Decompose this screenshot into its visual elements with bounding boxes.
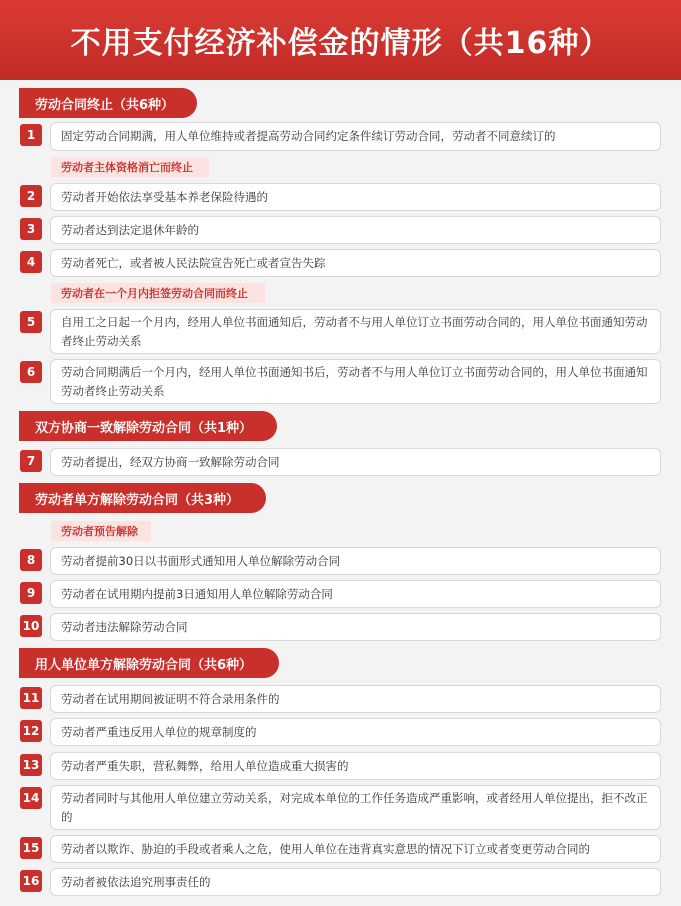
item-number: 14 bbox=[20, 787, 42, 809]
page-title: 不用支付经济补偿金的情形（共16种） bbox=[70, 26, 611, 61]
list-item: 劳动者被依法追究刑事责任的 bbox=[50, 868, 661, 896]
item-number: 8 bbox=[20, 549, 42, 571]
list-item: 劳动者在试用期间被证明不符合录用条件的 bbox=[50, 685, 661, 713]
subsection-label: 劳动者主体资格消亡而终止 bbox=[51, 157, 209, 177]
header-banner bbox=[0, 0, 681, 80]
item-number: 10 bbox=[20, 615, 42, 637]
item-number: 12 bbox=[20, 720, 42, 742]
list-item: 劳动者达到法定退休年龄的 bbox=[50, 216, 661, 244]
list-item: 劳动者提前30日以书面形式通知用人单位解除劳动合同 bbox=[50, 547, 661, 575]
section-header-employee-termination: 劳动者单方解除劳动合同（共3种） bbox=[19, 483, 266, 513]
list-item: 劳动者提出，经双方协商一致解除劳动合同 bbox=[50, 448, 661, 476]
list-item: 劳动者死亡，或者被人民法院宣告死亡或者宣告失踪 bbox=[50, 249, 661, 277]
subsection-label: 劳动者在一个月内拒签劳动合同而终止 bbox=[51, 283, 265, 303]
item-number: 3 bbox=[20, 218, 42, 240]
section-header-contract-termination: 劳动合同终止（共6种） bbox=[19, 88, 197, 118]
item-number: 7 bbox=[20, 450, 42, 472]
item-number: 1 bbox=[20, 124, 42, 146]
section-header-mutual-agreement: 双方协商一致解除劳动合同（共1种） bbox=[19, 411, 277, 441]
item-number: 13 bbox=[20, 754, 42, 776]
list-item: 劳动者在试用期内提前3日通知用人单位解除劳动合同 bbox=[50, 580, 661, 608]
item-number: 4 bbox=[20, 251, 42, 273]
item-number: 11 bbox=[20, 687, 42, 709]
item-number: 16 bbox=[20, 870, 42, 892]
list-item: 固定劳动合同期满，用人单位维持或者提高劳动合同约定条件续订劳动合同，劳动者不同意续订的 bbox=[50, 122, 661, 151]
list-item: 劳动者以欺诈、胁迫的手段或者乘人之危，使用人单位在违背真实意思的情况下订立或者变更劳动合同的 bbox=[50, 835, 661, 863]
list-item: 劳动者违法解除劳动合同 bbox=[50, 613, 661, 641]
list-item: 劳动者开始依法享受基本养老保险待遇的 bbox=[50, 183, 661, 211]
list-item: 劳动合同期满后一个月内，经用人单位书面通知书后，劳动者不与用人单位订立书面劳动合同的，用人单位书面通知劳动者终止劳动关系 bbox=[50, 359, 661, 404]
item-number: 5 bbox=[20, 311, 42, 333]
item-number: 9 bbox=[20, 582, 42, 604]
list-item: 劳动者严重失职，营私舞弊，给用人单位造成重大损害的 bbox=[50, 752, 661, 780]
section-header-employer-termination: 用人单位单方解除劳动合同（共6种） bbox=[19, 648, 279, 678]
item-number: 6 bbox=[20, 361, 42, 383]
item-number: 15 bbox=[20, 837, 42, 859]
list-item: 自用工之日起一个月内，经用人单位书面通知后，劳动者不与用人单位订立书面劳动合同的，用人单位书面通知劳动者终止劳动关系 bbox=[50, 309, 661, 354]
list-item: 劳动者同时与其他用人单位建立劳动关系，对完成本单位的工作任务造成严重影响，或者经用人单位提出，拒不改正的 bbox=[50, 785, 661, 830]
list-item: 劳动者严重违反用人单位的规章制度的 bbox=[50, 718, 661, 746]
subsection-label: 劳动者预告解除 bbox=[51, 521, 151, 541]
item-number: 2 bbox=[20, 185, 42, 207]
